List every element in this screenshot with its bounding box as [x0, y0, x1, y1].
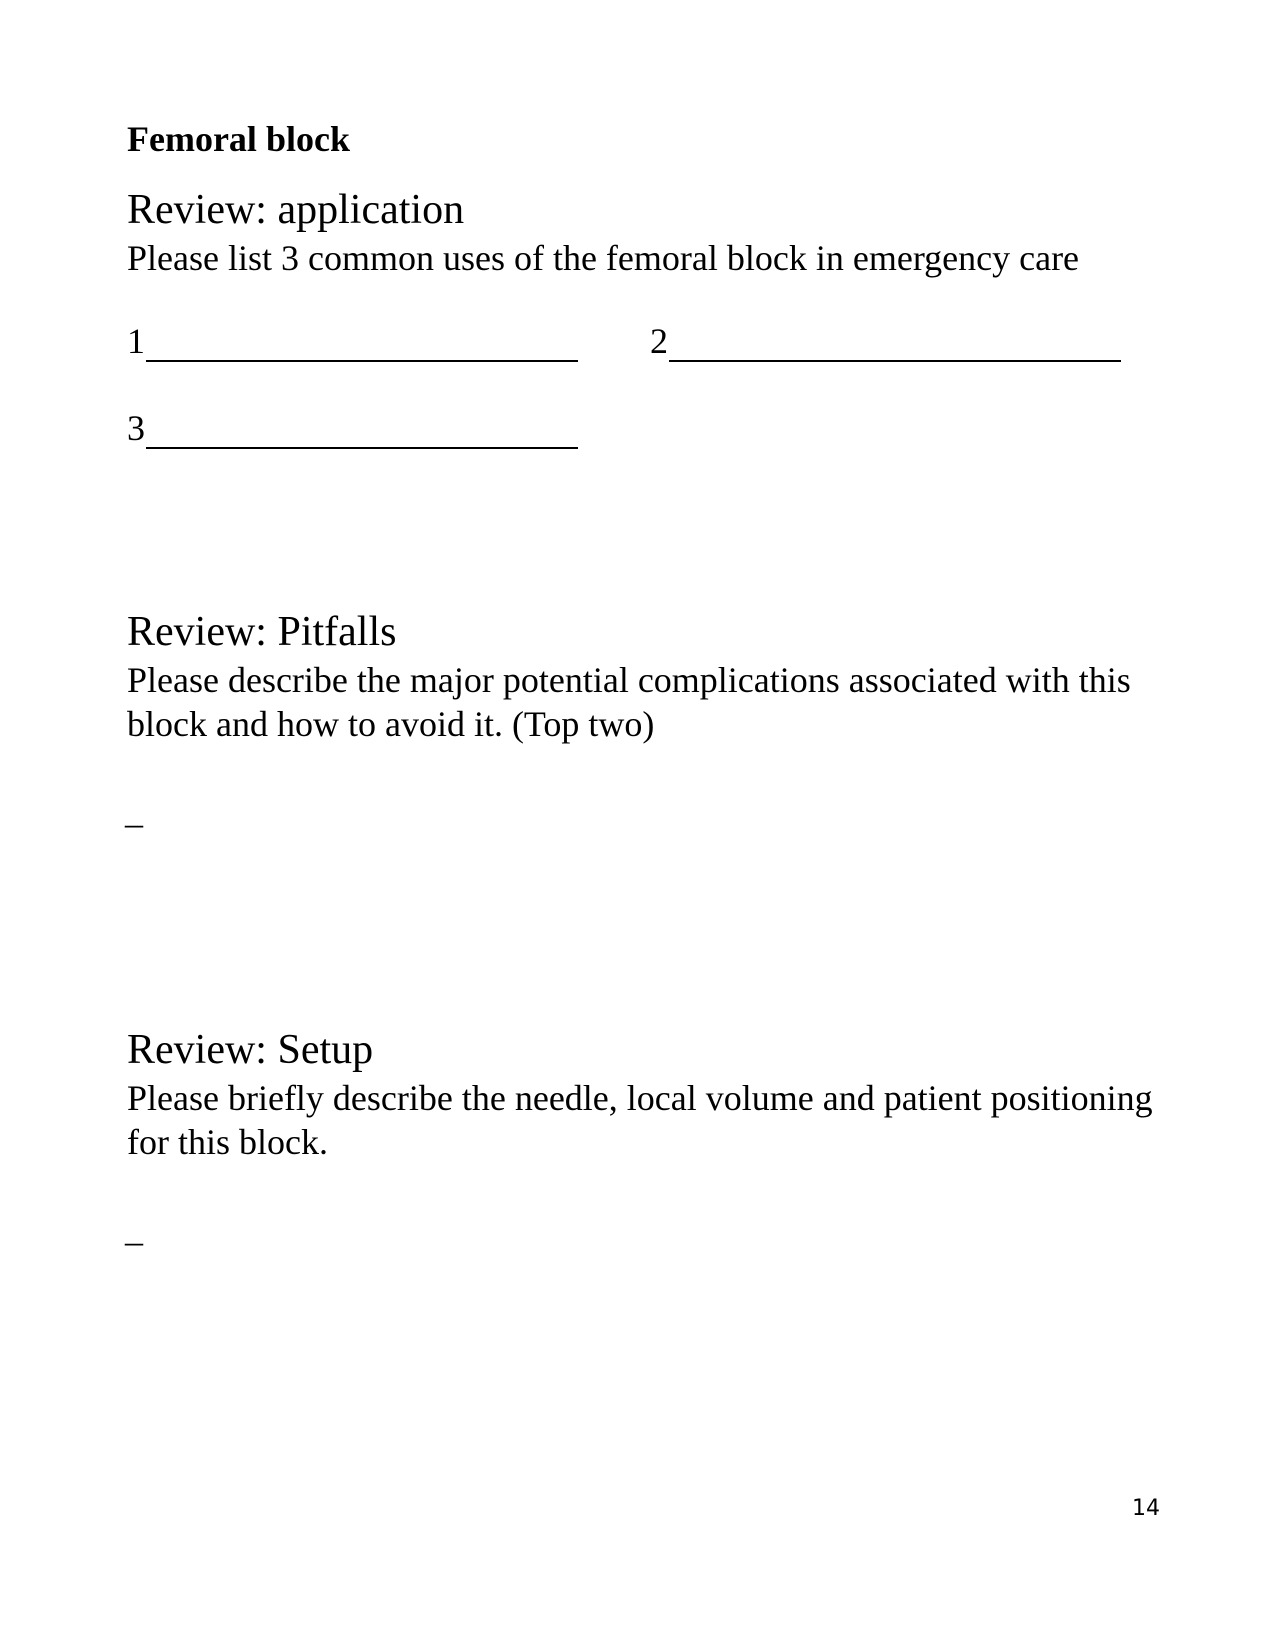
answer-blank-number: 1	[127, 321, 145, 361]
section-prompt-pitfalls: Please describe the major potential complications associated with this block and how to avoid it. (Top two)	[127, 660, 1131, 744]
answer-blank-1[interactable]	[127, 320, 578, 362]
answer-mark-setup[interactable]: _	[125, 1209, 143, 1249]
section-heading-application: Review: application	[127, 187, 465, 233]
section-heading-setup: Review: Setup	[127, 1027, 374, 1073]
answer-blank-2[interactable]	[650, 320, 1121, 362]
answer-mark-pitfalls[interactable]: _	[125, 791, 143, 831]
answer-blank-number: 3	[127, 408, 145, 448]
answer-blank-3[interactable]	[127, 407, 578, 449]
section-prompt-setup: Please briefly describe the needle, local volume and patient positioning for this block.	[127, 1078, 1153, 1162]
document-title: Femoral block	[127, 119, 350, 159]
answer-line[interactable]	[146, 330, 578, 362]
page-number: 14	[1132, 1496, 1160, 1521]
answer-line[interactable]	[669, 330, 1121, 362]
section-heading-pitfalls: Review: Pitfalls	[127, 609, 397, 655]
answer-blank-number: 2	[650, 321, 668, 361]
section-prompt-application: Please list 3 common uses of the femoral block in emergency care	[127, 238, 1080, 278]
answer-line[interactable]	[146, 417, 578, 449]
